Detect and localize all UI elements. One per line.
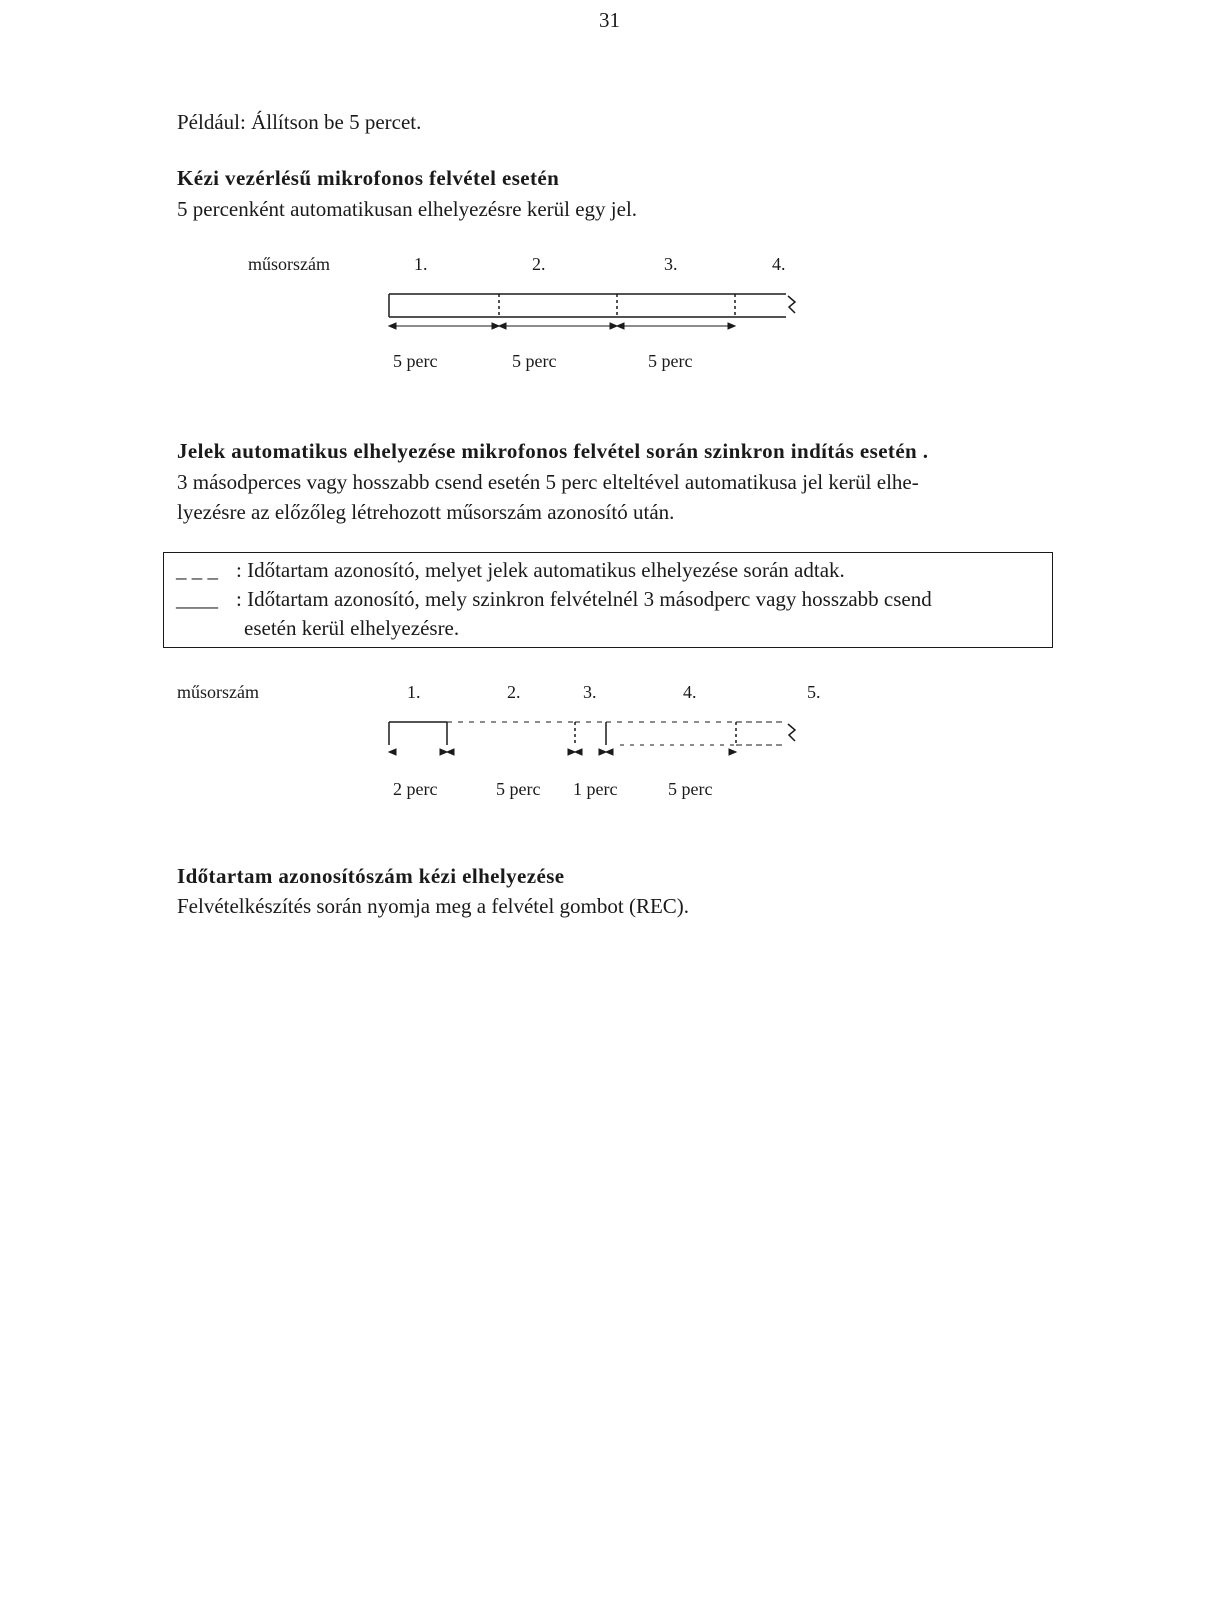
diagram2-track-5: 5. (807, 682, 821, 702)
page-number: 31 (599, 8, 620, 32)
diagram2-duration-3: 1 perc (573, 779, 618, 799)
example-line: Például: Állítson be 5 percet. (177, 110, 422, 134)
diagram1-timeline-bar (389, 294, 795, 317)
solid-line-description-line1: : Időtartam azonosító, mely szinkron felvételnél 3 másodperc vagy hosszabb csend (236, 587, 932, 611)
diagram1-track-1: 1. (414, 254, 428, 274)
diagram2-track-4: 4. (683, 682, 697, 702)
diagram2-track-1: 1. (407, 682, 421, 702)
legend-box (163, 552, 1053, 648)
diagram2-duration-4: 5 perc (668, 779, 713, 799)
section1-text: 5 percenként automatikusan elhelyezésre kerül egy jel. (177, 197, 638, 221)
section1-heading: Kézi vezérlésű mikrofonos felvétel esetén (177, 166, 560, 190)
solid-line-symbol: ____ (176, 587, 218, 611)
diagram2-track-2: 2. (507, 682, 521, 702)
section2-text-line2: lyezésre az előzőleg létrehozott műsorszám azonosító után. (177, 500, 675, 524)
diagram2-label: műsorszám (177, 682, 259, 702)
solid-line-description-line2: esetén kerül elhelyezésre. (244, 616, 460, 640)
dashed-line-description: : Időtartam azonosító, melyet jelek automatikus elhelyezése során adtak. (236, 558, 845, 582)
diagram1-track-2: 2. (532, 254, 546, 274)
diagram1-duration-2: 5 perc (512, 351, 557, 371)
section3-text: Felvételkészítés során nyomja meg a felvétel gombot (REC). (177, 894, 690, 918)
diagram2-duration-2: 5 perc (496, 779, 541, 799)
dashed-line-symbol: _ _ _ (176, 558, 218, 582)
break-mark-icon (788, 296, 795, 313)
section3-heading: Időtartam azonosítószám kézi elhelyezése (177, 864, 565, 888)
diagram2-timeline-bar (389, 722, 795, 745)
break-mark-icon (788, 724, 795, 741)
diagram2-track-3: 3. (583, 682, 597, 702)
diagram2-duration-1: 2 perc (393, 779, 438, 799)
diagram1-track-4: 4. (772, 254, 786, 274)
diagram1-duration-3: 5 perc (648, 351, 693, 371)
section2-text-line1: 3 másodperces vagy hosszabb csend esetén 5 perc elteltével automatikusa jel kerül elhe- (177, 470, 919, 494)
diagram1-duration-1: 5 perc (393, 351, 438, 371)
diagram2-span-arrows (389, 749, 736, 755)
diagram1-track-3: 3. (664, 254, 678, 274)
diagram1-label: műsorszám (248, 254, 330, 274)
diagram1-span-arrows (389, 323, 735, 329)
section2-heading: Jelek automatikus elhelyezése mikrofonos felvétel során szinkron indítás esetén . (177, 439, 929, 463)
